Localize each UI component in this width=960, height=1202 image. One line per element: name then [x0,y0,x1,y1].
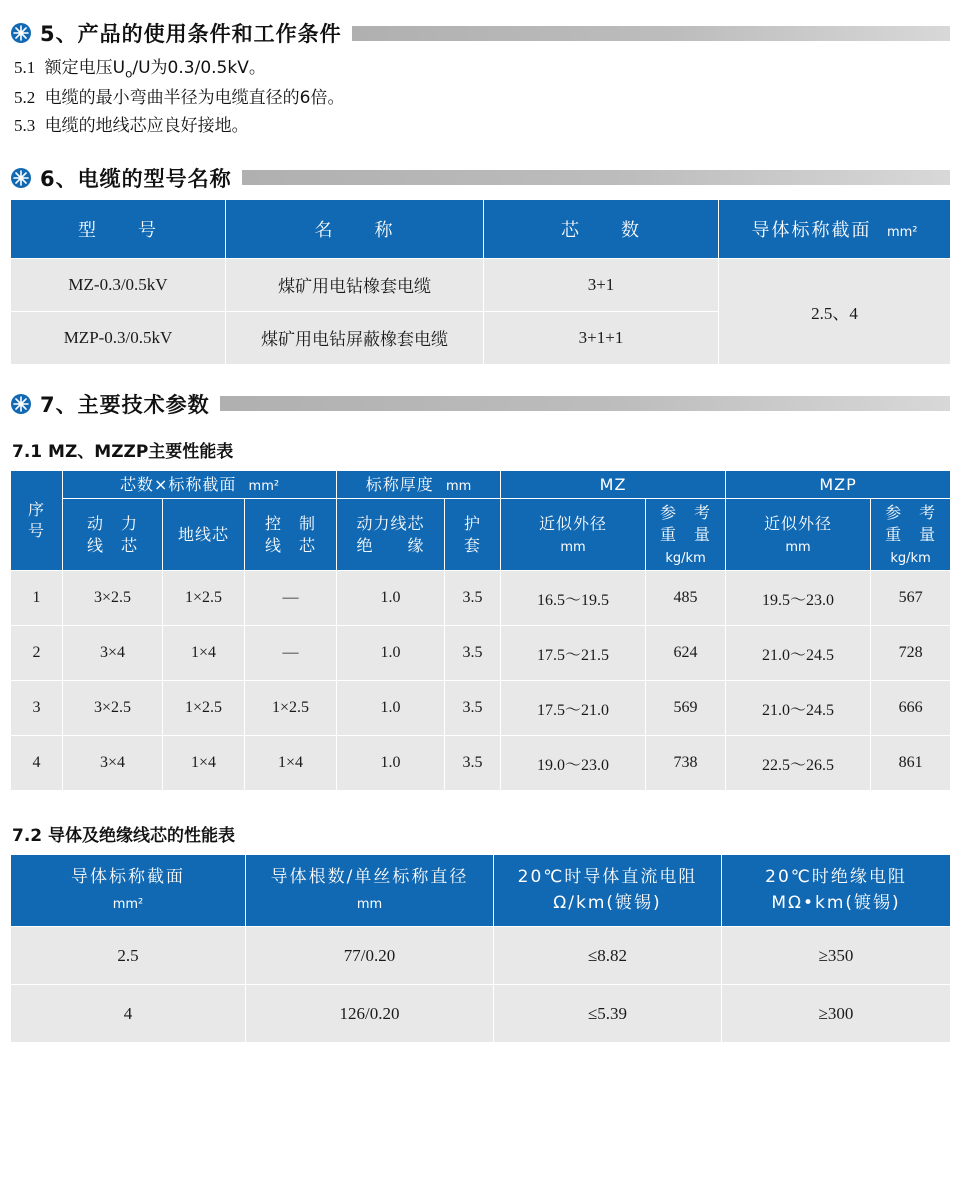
col-header-section: 导体标称截面 mm² [719,199,951,258]
unit-mm2: mm² [248,478,280,494]
table-header-row [11,199,951,258]
col-header-insulation-resistance: 20℃时绝缘电阻 MΩ•km(镀锡) [722,855,951,927]
unit-mm2: mm² [886,224,918,240]
cell-ground-core: 1×2.5 [163,681,245,736]
list-item [14,54,950,84]
table-header-row [11,855,951,927]
cell-mz-weight: 738 [646,736,726,791]
list-item [14,84,950,113]
cell-power-core: 3×2.5 [63,571,163,626]
cell-strands: 126/0.20 [246,985,494,1043]
cell-mz-od: 17.5～21.0 [501,681,646,736]
col-header-ground-core: 地线芯 [163,499,245,571]
cell-control-core: 1×2.5 [245,681,337,736]
cell-mzp-weight: 728 [871,626,951,681]
cell-insulation-resistance: ≥300 [722,985,951,1043]
col-header-power-insulation: 动力线芯 绝 缘 [337,499,445,571]
item-number: 5.3 [14,116,36,136]
unit-mm: mm [356,896,383,912]
cell-seq: 1 [11,571,63,626]
cell-power-core: 3×4 [63,626,163,681]
table-header-row-2 [11,499,951,571]
cell-sheath: 3.5 [445,736,501,791]
item-text: 额定电压$U_o/U$为0.3/0.5kV。 [44,58,266,81]
cell-seq: 4 [11,736,63,791]
unit-mm: mm [445,478,472,494]
cell-ground-core: 1×4 [163,736,245,791]
cell-mzp-weight: 567 [871,571,951,626]
table-row [11,258,951,311]
cell-control-core: — [245,571,337,626]
section-heading-5 [10,18,950,48]
cell-mz-od: 16.5～19.5 [501,571,646,626]
col-header-mz: MZ [501,470,726,499]
cell-mzp-od: 21.0～24.5 [726,681,871,736]
cell-power-core: 3×4 [63,736,163,791]
cell-nominal-section: 2.5 [11,927,246,985]
cell-model: MZ-0.3/0.5kV [11,258,226,311]
cell-dc-resistance: ≤8.82 [494,927,722,985]
table-header-row-1 [11,470,951,499]
section-5-title: 5、产品的使用条件和工作条件 [40,22,342,46]
cell-strands: 77/0.20 [246,927,494,985]
cell-mz-weight: 485 [646,571,726,626]
col-header-cores: 芯 数 [484,199,719,258]
section-5-rule [352,26,950,41]
cell-cores: 3+1+1 [484,311,719,364]
cell-mzp-od: 21.0～24.5 [726,626,871,681]
table-row [11,681,951,736]
section-7-rule [220,396,950,411]
cell-insulation: 1.0 [337,571,445,626]
cell-sheath: 3.5 [445,626,501,681]
cell-mzp-weight: 861 [871,736,951,791]
cell-control-core: — [245,626,337,681]
col-header-name: 名 称 [226,199,484,258]
cell-mz-od: 19.0～23.0 [501,736,646,791]
item-number: 5.2 [14,87,36,107]
col-header-model: 型 号 [11,199,226,258]
col-header-strands: 导体根数/单丝标称直径 mm [246,855,494,927]
cell-mz-od: 17.5～21.5 [501,626,646,681]
cell-sheath: 3.5 [445,681,501,736]
section-6-title: 6、电缆的型号名称 [40,166,232,191]
item-number: 5.1 [14,58,36,77]
col-header-sheath: 护 套 [445,499,501,571]
col-header-dc-resistance: 20℃时导体直流电阻 Ω/km(镀锡) [494,855,722,927]
table-row [11,927,951,985]
cell-insulation: 1.0 [337,626,445,681]
col-header-mzp-od: 近似外径 mm [726,499,871,571]
col-header-control-core: 控 制 线 芯 [245,499,337,571]
cell-seq: 2 [11,626,63,681]
cell-mzp-weight: 666 [871,681,951,736]
cell-insulation: 1.0 [337,736,445,791]
table-row [11,571,951,626]
unit-mm2: mm² [112,896,144,912]
cell-insulation-resistance: ≥350 [722,927,951,985]
cell-ground-core: 1×2.5 [163,571,245,626]
cell-nominal-section: 4 [11,985,246,1043]
cell-ground-core: 1×4 [163,626,245,681]
col-header-mz-od: 近似外径 mm [501,499,646,571]
col-header-thickness: 标称厚度 mm [337,470,501,499]
table-row [11,626,951,681]
col-header-seq: 序 号 [11,470,63,570]
flower-bullet-icon [10,167,32,189]
cell-seq: 3 [11,681,63,736]
section-heading-6 [10,163,950,193]
cell-cores: 3+1 [484,258,719,311]
col-header-mzp: MZP [726,470,951,499]
section-6-rule [242,170,950,185]
subsection-7-2-title: 7.2 导体及绝缘线芯的性能表 [12,826,236,847]
cell-control-core: 1×4 [245,736,337,791]
col-header-mz-weight: 参 考 重 量 kg/km [646,499,726,571]
cell-mzp-od: 19.5～23.0 [726,571,871,626]
flower-bullet-icon [10,22,32,44]
cell-mzp-od: 22.5～26.5 [726,736,871,791]
cell-model: MZP-0.3/0.5kV [11,311,226,364]
conductor-insulation-table [10,854,951,1043]
performance-table [10,470,951,791]
item-text: 电缆的最小弯曲半径为电缆直径的6倍。 [44,87,345,108]
section-heading-7 [10,389,950,419]
cell-name: 煤矿用电钻屏蔽橡套电缆 [226,311,484,364]
table-row [11,736,951,791]
cell-mz-weight: 569 [646,681,726,736]
cell-mz-weight: 624 [646,626,726,681]
cell-sheath: 3.5 [445,571,501,626]
section-7-title: 7、主要技术参数 [40,392,210,417]
col-header-core-section: 芯数×标称截面 mm² [63,470,337,499]
subsection-7-1-title: 7.1 MZ、MZZP主要性能表 [12,441,234,462]
cable-model-table [10,199,951,365]
item-text: 电缆的地线芯应良好接地。 [44,116,249,137]
cell-section: 2.5、4 [719,258,951,364]
flower-bullet-icon [10,393,32,415]
cell-dc-resistance: ≤5.39 [494,985,722,1043]
cell-name: 煤矿用电钻橡套电缆 [226,258,484,311]
col-header-mzp-weight: 参 考 重 量 kg/km [871,499,951,571]
table-row [11,985,951,1043]
cell-insulation: 1.0 [337,681,445,736]
list-item [14,112,950,141]
col-header-nominal-section: 导体标称截面 mm² [11,855,246,927]
section-5-items [14,54,950,141]
col-header-power-core: 动 力 线 芯 [63,499,163,571]
cell-power-core: 3×2.5 [63,681,163,736]
